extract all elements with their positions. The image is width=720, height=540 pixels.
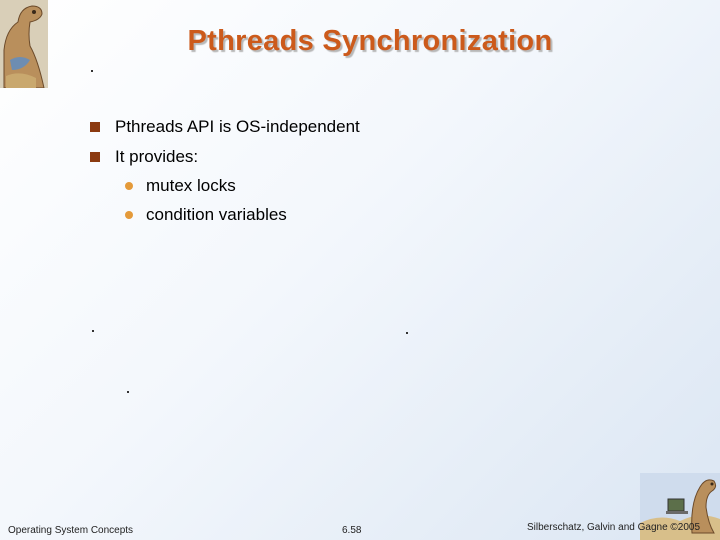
- speck-mark: [406, 332, 408, 334]
- bullet-item: [90, 147, 198, 167]
- bullet-text: It provides:: [115, 147, 199, 166]
- footer-copyright: Silberschatz, Galvin and Gagne ©2005: [527, 522, 701, 533]
- bullet-item: [90, 117, 360, 137]
- dinosaur-logo-icon: [0, 0, 48, 88]
- bullet-text: Pthreads API is OS-independent: [115, 117, 360, 136]
- footer-page-number: 6.58: [342, 525, 362, 536]
- round-bullet-icon: [125, 182, 133, 190]
- footer-course-name: Operating System Concepts: [8, 525, 134, 536]
- square-bullet-icon: [90, 122, 100, 132]
- sub-bullet-text: mutex locks: [146, 176, 236, 195]
- speck-mark: [91, 70, 93, 72]
- speck-mark: [127, 391, 129, 393]
- square-bullet-icon: [90, 152, 100, 162]
- sub-bullet-text: condition variables: [146, 205, 287, 224]
- sub-bullet-item: [125, 205, 287, 225]
- speck-mark: [92, 330, 94, 332]
- slide-title: Pthreads Synchronization: [187, 25, 553, 57]
- sub-bullet-item: [125, 176, 236, 196]
- round-bullet-icon: [125, 211, 133, 219]
